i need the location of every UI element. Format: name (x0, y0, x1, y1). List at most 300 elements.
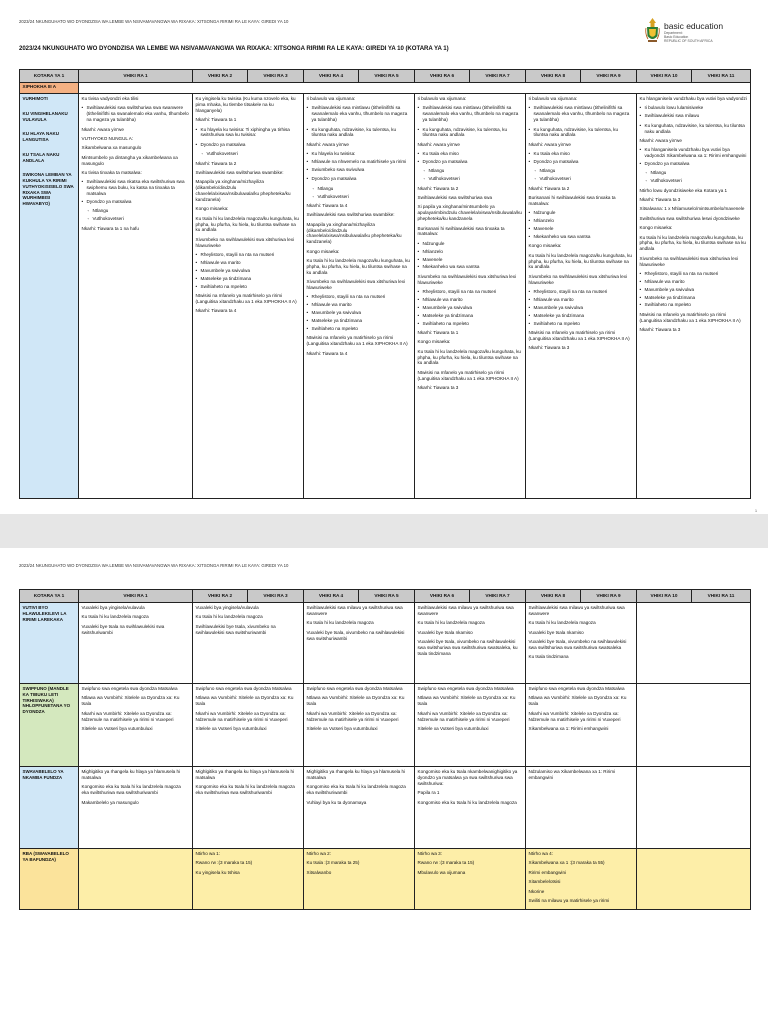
bullet-list (196, 127, 301, 139)
row-header: VUTIVI BYO HLAWULEKILEVI LA RIRIMI LAREKAKA (20, 603, 79, 684)
week-cell (637, 849, 751, 910)
cell-paragraph: Xitsalwana: 1 x Nhlamuselo/mintsumbelo/mavenele (639, 206, 745, 212)
cell-paragraph: Mapapila ya xinghana/mizhayiliza (dikambelo/dindzulu chavelela/xiswa/nsibuluwala/ku phepheteka/ku kandzanela) (195, 179, 291, 202)
bullet-list (646, 170, 748, 184)
bullet-list (88, 208, 190, 222)
cell-paragraph: Mbulavulo wa xijumana (417, 869, 466, 875)
week-cell (79, 684, 193, 767)
cell-paragraph: Ku tsala hi ku landzelela magoza/ku kunguhata, ku phpha, ku pfurha, ku hiela, ku tiluntsa swihase na ku andlala (417, 348, 521, 366)
running-header: 2023/24 NKUNGUHATO WO DYONDZISA WA LEMBE WA NSIVAMAVANGWA WA RIXAKA: XITSONGA RIRIMI RA LE KAYA: GIREDI YA 10 (19, 19, 289, 24)
bullet-list (529, 151, 634, 165)
week-cell (193, 603, 304, 684)
table-header-row (20, 590, 751, 603)
week-cell (193, 849, 304, 910)
cell-paragraph: Ku tsala hi ku landzelela magoza/ku kunguhata, ku phpha, ku pfurha, ku hiela, ku tiluntsa swihase na ku andlala (195, 215, 299, 233)
bullet-list (82, 179, 190, 205)
list-item: • Ku kunguhata, ndzavisise, ku tulentsa, ku tiluntsa naku andlala (307, 127, 412, 139)
cell-paragraph: Ku tsala hi ku landzelela magoza/ku kunguhata, ku phpha, ku pfurha, ku hiela, ku tiluntsa swihase na ku andlala (639, 234, 746, 252)
cell-paragraph: Swiltshuriwa swa swiltshuriwa leswi dyondziweke (639, 215, 740, 221)
list-item: ◦ Ntlangu (313, 186, 412, 192)
cell-paragraph: Swipfuno swa engetela swa dyondza Matsalwa (81, 686, 178, 691)
logo-subtitle (664, 32, 713, 44)
week-cell (637, 94, 751, 499)
bullet-list (307, 127, 412, 139)
week-cell (304, 603, 415, 684)
bullet-list (640, 105, 748, 119)
cell-paragraph: Swihlawulekisi swa milawu ya swiltshuriwa swa swanwere (528, 605, 625, 616)
week-cell (304, 849, 415, 910)
cell-paragraph: Vuxaleki bye tsala, xivumbeko na swihlawulekisi swa swiltshuriwa swa switshuriwa swatsaleka (528, 639, 627, 650)
cell-paragraph: Xivumbeko na swihlawulekisi swa xitshuriwa lexi hlawuriweke (195, 236, 295, 248)
list-item: ◦ Vutlhokovetseri (202, 151, 301, 157)
cell-paragraph: Nkarhi: Tiawara ta 1 (417, 329, 459, 335)
list-item: • Rheylistoro, stayili na nta na mutseri (196, 252, 301, 258)
list-item: • Nkekanheko wa swa vantsa (529, 234, 634, 240)
cell-paragraph: Ntwisisi na mfanelo ya matirhiselo ya ririmi (Languitisa xitandzhaku xa 1 eka XIPHOKHA II A) (417, 369, 519, 381)
cell-paragraph: Nkarhi wa Vumbirhi: Xitelele xa Dyondza xa: Ndzemule na matirhisele ya ririmi ni Vuxeperi (195, 710, 288, 722)
cell-paragraph: Swipfuno swa engetela swa dyondza Matsalwa (417, 686, 514, 691)
cell-paragraph: Ku tsala :(3 maraka ta 25) (306, 860, 360, 866)
cell-paragraph: Burisanani hi swihlawulekisi swa tinxaka ta matsalwa: (417, 225, 505, 237)
column-header: VHIKI RA 6 (415, 70, 470, 83)
week-cell (637, 603, 751, 684)
week-cell (415, 94, 526, 499)
list-item: • Rheylistoro, stayili na nta na mutseri (307, 294, 412, 300)
cell-paragraph: Nkarhi: Tiawara ta 1 (195, 117, 237, 123)
cell-paragraph: Ku tsala hi ku landzelela magoza (417, 620, 485, 626)
cell-paragraph: Nkarhi: Tiawara ta 1 na hafu (81, 225, 139, 231)
column-header: VHIKI RA 7 (470, 70, 526, 83)
cell-paragraph: Xi papila ya xinghana/mintsumbelo ya apulayarimbindzulu chavelela/xiswa/nsibuluwala/ku phepheteka/ku kandzanela (417, 204, 522, 222)
bullet-list (307, 105, 412, 123)
cell-paragraph: Kongo misaeka: (639, 225, 673, 231)
cell-paragraph: Swihlawulekisi swa swiltshuriwa swa (417, 195, 493, 200)
cell-paragraph: Nkarhi: Tiawara ta 2 (528, 185, 570, 191)
list-item: • Ndzungule (529, 210, 634, 216)
table-row (20, 849, 751, 910)
list-item: • Mavenele (418, 257, 523, 263)
cell-paragraph: Rwano rw :(3 maraka ta 15) (195, 860, 253, 866)
list-item: • Ku hlanganisela vundzhaku bya vutivi bya vadyondzi Xikambelwana xa 1: Ririmi emhangwini (640, 147, 748, 159)
bullet-list (418, 241, 523, 271)
list-item: • Swihlawulekisi swa mintlawu (tithelinifithi sa swanalemalo eka vanhu, tlhumbelo na mageza ya tulanbha) (529, 105, 634, 123)
list-item: • Matseleke ya tindzimana (307, 318, 412, 324)
cell-paragraph: Xitambelelotsisi (528, 879, 561, 885)
column-header: VHIKI RA 5 (359, 590, 415, 603)
cell-paragraph: Nkarhi: Awara yin'we (306, 141, 349, 147)
logo-title: basic education (664, 21, 724, 31)
list-item: • Nhlawule wa marito (529, 297, 634, 303)
cell-paragraph: Nkarhi: Tiawara ta 4 (306, 350, 348, 356)
cell-paragraph: Ku tivisa vadyondzi eka tilisi (81, 96, 139, 101)
bullet-list (529, 289, 634, 326)
list-item: ◦ Vutlhokovetseri (646, 178, 748, 184)
column-header: VHIKI RA 4 (304, 590, 359, 603)
week-cell (193, 94, 304, 499)
week-cell (79, 603, 193, 684)
cell-paragraph: Xitelele xa Vutseri bya vutumbuluxi (195, 725, 267, 731)
week-cell (637, 767, 751, 849)
cell-paragraph: Nkorine (528, 888, 545, 894)
week-cell (415, 767, 526, 849)
section-row (20, 83, 751, 94)
list-item: ◦ Ntlangu (646, 170, 748, 176)
cell-paragraph: Kongomiso eka ku tsala hi ku landzelela magoza eka swiltshuriwambi (306, 784, 406, 796)
list-item: • Swihlaheto na mpeleto (529, 321, 634, 327)
list-item: • Matseleke ya tindzimana (196, 276, 301, 282)
table-body (20, 603, 751, 910)
list-item: • Dyondzo ya matsalwa (196, 142, 301, 148)
cell-paragraph: Xikambelwana xa 1: Ririmi emhangwini (528, 725, 609, 731)
list-item: • Nhlanzelo (418, 249, 523, 255)
column-header: VHIKI RA 9 (581, 70, 637, 83)
cell-paragraph: Ku yingisela ku twisisa (Ku kuma nzovelo eka, ku pima mhaka, ku tlembe titsakele na ku hlanganyela) (195, 96, 296, 113)
column-header: VHIKI RA 1 (79, 70, 193, 83)
column-header: KOTARA YA 1 (20, 70, 79, 83)
week-cell (526, 94, 637, 499)
bullet-list (196, 252, 301, 289)
cell-paragraph: Swihlawulekisi swa milawu ya swiltshuriwa swa swanwere (417, 605, 514, 616)
cell-paragraph: Swihlawulekisi swa swiltshuriwa swambike: (306, 212, 395, 218)
cell-paragraph: Nkarhi: Awara yin'we (81, 126, 124, 132)
bullet-list (640, 123, 748, 135)
cell-paragraph: VUTHYOKO NUNGUL A: (81, 135, 134, 141)
cell-paragraph: Ntwisisi na mfanelo ya matirhiselo ya ririmi (Languitisa xitandzhaku xa 1 eka XIPHOKHA II A) (639, 311, 741, 323)
column-header: KOTARA YA 1 (20, 590, 79, 603)
list-item: • Dyondzo ya matsalwa (82, 199, 190, 205)
cell-paragraph: Nkarhi: Tiawara ta 3 (639, 327, 681, 332)
list-item: • Ii bulavulo lowu lulamisiweke (640, 105, 748, 111)
cell-paragraph: Nkarhi: Tiawara ta 2 (417, 185, 459, 191)
list-item: • Ku kunguhata, ndzavisise, ku tulentsa, ku tiluntsa naku andlala (418, 127, 523, 139)
cell-paragraph: Nkarhi wa Vumbirhi: Xitelele xa Dyondza xa: Ndzemule na matirhisele ya ririmi ni Vuxeperi (306, 710, 399, 722)
list-item: • Swihlawulekisi swa milawu (640, 113, 748, 119)
cell-paragraph: Ku tivisa tinxaka ta matsalwa: (81, 169, 142, 175)
cell-paragraph: Nkarhi: Tiawara ta 4 (195, 308, 237, 314)
list-item: ◦ Vutlhokovetseri (424, 176, 523, 182)
page-number: 1 (755, 509, 757, 513)
list-item: • Ku kunguhata, ndzavisise, ku tulentsa, ku tiluntsa naku andlala (640, 123, 748, 135)
cell-paragraph: Swihlawulekisi swa milawu ya swiltshuriwa swa swanwere (306, 605, 403, 616)
column-header: VHIKI RA 4 (304, 70, 359, 83)
column-header: VHIKI RA 11 (692, 590, 751, 603)
cell-paragraph: Kongo misaeka: (528, 243, 562, 249)
list-item: • Ku hlayela ku twisisa: (307, 151, 412, 157)
list-item: • Mavumbele ya swivulwa (196, 268, 301, 274)
cell-paragraph: Ntlawa wa Vumbirhi: Xitelele xa Dyondza xa: Ku tsala (528, 695, 627, 707)
bullet-list (418, 127, 523, 139)
row-label: SWIKONA LEMBAN YA KUKHULA YA RIRIMI VUTHYOKISISELO SWA RIXAKA SWA WURHIMBISI HWAVABYO) (22, 172, 74, 206)
cell-paragraph: Xitelele xa Vutseri bya vutumbuluxi (417, 725, 489, 731)
dbe-logo (645, 15, 755, 53)
cell-paragraph: Ii bulavulo wa xijumana: (417, 96, 467, 101)
list-item: • Nhlawule na nhwemelo na matirhisele ya ririmi (307, 159, 412, 165)
week-cell (79, 849, 193, 910)
list-item: ◦ Vutlhokovetseri (313, 194, 412, 200)
document-page-2 (0, 548, 768, 1024)
list-item: • Rheylistoro, stayili na nta na mutseri (418, 289, 523, 295)
cell-paragraph: Ntlawa wa Vumbirhi: Xitelele xa Dyondza xa: Ku tsala (81, 695, 180, 707)
cell-paragraph: Kongomiso eka ku tsala hi ku landzelela magoza eka swiltshuriwa swa swiltshuriwambi (81, 784, 181, 796)
cell-paragraph: Xitsalwanbo (306, 869, 332, 875)
row-label: VURHIMOTI (22, 96, 48, 101)
cell-paragraph: Kongomiso eka ku tsala hi ku landzelela magoza eka swiltshuriwa swa swiltshuriwambi (195, 784, 295, 796)
cell-paragraph: Xivumbeko na swihlawulekisi swa xitshuriwa lexi hlawuriweke (306, 279, 406, 290)
week-cell (526, 684, 637, 767)
cell-paragraph: Ku tsala hi ku landzelela magoza (81, 614, 149, 620)
table-row (20, 94, 751, 499)
cell-paragraph: Xivumbeko na swihlawulekisi swa xitshuriwa lexi hlawuriweke (528, 273, 628, 285)
table-row (20, 603, 751, 684)
list-item: • Ku tsala eka miso (418, 151, 523, 157)
cell-paragraph: Ntirho wa 1: (195, 851, 221, 856)
list-item: • Swihlawulekisi swa mintlawu (tithelinifithi sa swanalemalo eka vanhu, tlhumbelo na mageza ya tulanbha) (307, 105, 412, 123)
cell-paragraph: Kongo misaeka: (306, 248, 340, 254)
cell-paragraph: Ntirho lowu dyondzisiweke eka Kotara ya 1 (639, 187, 728, 193)
week-cell (193, 684, 304, 767)
section-label: XIPHOKHA III A (20, 83, 79, 94)
cell-paragraph: Makambelelo ya masungulo (81, 799, 139, 805)
week-cell (79, 767, 193, 849)
list-item: • Nkekanheko wa swa vantsa (418, 264, 523, 270)
coat-of-arms-icon (645, 17, 660, 45)
list-item: • Nhlawule wa marito (640, 279, 748, 285)
column-header: VHIKI RA 6 (415, 590, 470, 603)
list-item: ◦ Vutlhokovetseri (535, 176, 634, 182)
list-item: • Mavumbele ya swivulwa (418, 305, 523, 311)
cell-paragraph: Vuxaleki bya yingisela/vulavula (195, 605, 259, 610)
row-header: RBA (SWAVABELELO YA BAFUNDZA) (20, 849, 79, 910)
bullet-list (307, 294, 412, 331)
row-header: SWIPFUNO (MANDLE KA TIBUKU LETI TIRHISIWAKA) NHLOPFUNETANA YO DYONDZA (20, 684, 79, 767)
list-item: • Matseleke ya tindzimana (640, 295, 748, 301)
cell-paragraph: Swipfuno swa engetela swa dyondza Matsalwa (306, 686, 403, 691)
cell-paragraph: Nkarhi: Awara yin'we (528, 141, 571, 147)
bullet-list (418, 289, 523, 326)
cell-paragraph: Ndzulamiso wa Xikambelwana xa 1: Ririmi embangwini (528, 769, 616, 780)
cell-paragraph: Xitelele xa Vutseri bya vutumbuluxi (81, 725, 153, 731)
cell-paragraph: Kongo misaeka: (417, 339, 451, 345)
bullet-list (424, 168, 523, 182)
cell-paragraph: Ntlawa wa Vumbirhi: Xitelele xa Dyondza xa: Ku tsala (195, 695, 294, 707)
cell-paragraph: Ku tsala hi ku landzelela magoza (306, 620, 374, 626)
cell-paragraph: Ku tsala hi ku landzelela magoza/ku kunguhata, ku phpha, ku pfurha, ku hiela, ku tiluntsa swihase na ku andlala (306, 258, 410, 275)
cell-paragraph: Nkarhi: Tiawara ta 2 (195, 160, 237, 166)
cell-paragraph: Nkarhi: Tiawara ta 3 (528, 345, 570, 351)
cell-paragraph: Ku tsala hi ku landzelela magoza (528, 620, 596, 626)
list-item: • Ku kunguhata, ndzavisise, ku tulentsa, ku tiluntsa naku andlala (529, 127, 634, 139)
cell-paragraph: Ntlawa wa Vumbirhi: Xitelele xa Dyondza xa: Ku tsala (306, 695, 405, 707)
bullet-list (202, 151, 301, 157)
cell-paragraph: Ntwisisi na mfanelo ya matirhiselo ya ririmi (Languitisa xitandzhaku xa 1 eka XIPHOKHA II A) (306, 335, 408, 347)
bullet-list (640, 147, 748, 167)
cell-paragraph: Swipfuno swa engetela swa dyondza Matsalwa (195, 686, 292, 691)
logo-sub-line: Basic Education (664, 34, 689, 39)
list-item: ◦ Ntlangu (535, 168, 634, 174)
column-header: VHIKI RA 11 (692, 70, 751, 83)
column-header: VHIKI RA 10 (637, 70, 692, 83)
cell-paragraph: Xitelele xa Vutseri bya vutumbuluxi (306, 725, 378, 731)
week-cell (415, 603, 526, 684)
week-cell (526, 767, 637, 849)
row-label: KU HLAYA NAKU LANGUTISA (22, 131, 60, 142)
logo-sub-line: REPUBLIC OF SOUTH AFRICA (664, 38, 713, 43)
cell-paragraph: Vuxaleki bya yingisela/vulavula (81, 605, 145, 610)
week-cell (304, 94, 415, 499)
list-item: • Ku tsala eka miso (529, 151, 634, 157)
week-cell (79, 94, 193, 499)
bullet-list (82, 105, 190, 123)
list-item: • Mavumbele ya swivulwa (307, 310, 412, 316)
cell-paragraph: Xivumbeko na swihlawulekisi swa xitshuriwa lexi hlawuriweke (417, 273, 517, 285)
section-spacer (79, 83, 751, 94)
week-cell (415, 684, 526, 767)
week-cell (637, 684, 751, 767)
cell-paragraph: Ku tsala tindzimana (528, 654, 569, 660)
cell-paragraph: Mighlgitiko ya rhangela ku hlaya ya hlamusela hi matsalwa (306, 769, 406, 780)
cell-paragraph: Ntirho wa 4: (528, 851, 554, 856)
cell-paragraph: Ntirho wa 2: (306, 851, 332, 856)
cell-paragraph: Rwano rw :(3 maraka ta 15) (417, 860, 475, 866)
list-item: • Nhlawule wa marito (196, 260, 301, 266)
week-cell (304, 684, 415, 767)
cell-paragraph: Mighlgitiko ya rhangela ku hlaya ya hlamusela hi matsalwa (195, 769, 295, 780)
cell-paragraph: Swipfuno swa engetela swa dyondza Matsalwa (528, 686, 625, 691)
list-item: • Dyondzo ya matsalwa (418, 159, 523, 165)
bullet-list (196, 142, 301, 148)
column-header: VHIKI RA 3 (248, 590, 304, 603)
column-header: VHIKI RA 2 (193, 590, 248, 603)
week-cell (415, 849, 526, 910)
document-title: 2023/24 NKUNGUHATO WO DYONDZISA WA LEMBE WA NSIVAMAVANGWA WA RIXAKA: XITSONGA RIRIMI RA LE KAYA: GIREDI YA 10 (KOTARA YA 1) (19, 45, 449, 52)
running-header: 2023/24 NKUNGUHATO WO DYONDZISA WA LEMBE WA NSIVAMAVANGWA WA RIXAKA: XITSONGA RIRIMI RA LE KAYA: GIREDI YA 10 (19, 563, 289, 568)
cell-paragraph: Xikambelwana xa 1 :(3 maraka ta 55) (528, 860, 605, 866)
logo-sub-line: Department: (664, 31, 683, 35)
bullet-list (313, 186, 412, 200)
list-item: • Matseleke ya tindzimana (418, 313, 523, 319)
row-header (20, 94, 79, 499)
cell-paragraph: Vuxaleki bye tsala nkamiso (417, 629, 473, 635)
cell-paragraph: Swiliti na milawu ya matirhisele ya ririmi (528, 897, 610, 903)
column-header: VHIKI RA 8 (526, 70, 581, 83)
bullet-list (529, 210, 634, 240)
column-header: VHIKI RA 10 (637, 590, 692, 603)
cell-paragraph: Mintsumbelo ya dintangha ya xikambelwana xa masungulo (81, 154, 178, 166)
list-item: • Swihlaheto na mpeleto (196, 284, 301, 290)
cell-paragraph: Nkarhi: Awara yin'we (639, 137, 682, 143)
cell-paragraph: Xivumbeko na swihlawulekisi swa xitshuriwa lexi hlawuriweke (639, 255, 739, 267)
bullet-list (529, 127, 634, 139)
list-item: • Mavenele (529, 226, 634, 232)
column-header: VHIKI RA 8 (526, 590, 581, 603)
cell-paragraph: Papila ra 1 (417, 790, 440, 796)
column-header: VHIKI RA 2 (193, 70, 248, 83)
list-item: • Nhlawule wa marito (307, 302, 412, 308)
bullet-list (529, 105, 634, 123)
table-row (20, 767, 751, 849)
week-cell (526, 603, 637, 684)
cell-paragraph: Ririmi embangwini (528, 869, 567, 875)
bullet-list (307, 151, 412, 173)
cell-paragraph: Ii bulavulo wa xijumana: (528, 96, 578, 101)
cell-paragraph: Swihlawulekisi swa swiltshuriwa swambike: (195, 169, 284, 175)
cell-paragraph: Vuxaleki bye tsala na swihlawulekisi swa switshuriwambi (81, 623, 165, 635)
term-plan-table-2 (19, 589, 751, 910)
cell-paragraph: Ii bulavulo wa xijumana: (306, 96, 356, 101)
row-label: KU VINGIHELANAKU VULAVULA (22, 110, 68, 122)
column-header: VHIKI RA 1 (79, 590, 193, 603)
week-cell (193, 767, 304, 849)
cell-paragraph: Swihlawulekisi bye tsala, xivumbeko na swihlawulekisi swa switshuriwambi (195, 623, 276, 635)
cell-paragraph: Nkarhi wa Vumbirhi: Xitelele xa Dyondza xa: Ndzemule na matirhisele ya ririmi ni Vuxeperi (528, 710, 621, 722)
cell-paragraph: Nkarhi: Awara yin'we (417, 141, 460, 147)
week-cell (526, 849, 637, 910)
cell-paragraph: Ntwisisi na mfanelo ya matirhiselo ya ririmi (Languitisa xitandzhaku xa 1 eka XIPHOKHA II A) (528, 329, 630, 341)
cell-paragraph: Ntirho wa 3: (417, 851, 443, 856)
cell-paragraph: Ku tsala hi ku landzelela magoza (195, 614, 263, 620)
table-header-row (20, 70, 751, 83)
list-item: • Matseleke ya tindzimana (529, 313, 634, 319)
bullet-list (307, 176, 412, 182)
cell-paragraph: Ntwisisi na mfanelo ya matirhiselo ya ririmi (Languitisa xitandzhaku xa 1 eka XIPHOKHA II A) (195, 292, 297, 304)
cell-paragraph: Kongomiso eka ku tsala nkambelwanighigitiko ya dyondzo ya matsalwa ya swa swiltshuriwa swa swiltshuriwa: (417, 769, 518, 786)
table-row (20, 684, 751, 767)
list-item: • Mavumbele ya swivulwa (529, 305, 634, 311)
week-cell (304, 767, 415, 849)
bullet-list (535, 168, 634, 182)
cell-paragraph: Vuhlayi bya ku ta dyonamaya (306, 799, 367, 805)
cell-paragraph: Ku tsala hi ku landzelela magoza/ku kunguhata, ku phpha, ku pfurha, ku hiela, ku tiluntsa swihase na ku andlala (528, 252, 632, 270)
list-item: • Ndzungule (418, 241, 523, 247)
cell-paragraph: Nkarhi wa Vumbirhi: Xitelele xa Dyondza xa: Ndzemule na matirhisele ya ririmi ni Vuxeperi (417, 710, 510, 722)
list-item: ◦ Ntlangu (424, 168, 523, 174)
bullet-list (418, 151, 523, 165)
list-item: • Swihlawulekisi swa swiltshuriwa swa swanwere (tithelinifithi sa swanalemalo eka vanhu, tlhumbelo na mageza ya tulanbha) (82, 105, 190, 123)
list-item: • Nhlanzelo (529, 218, 634, 224)
cell-paragraph: Xikambelwana xa masungulo (81, 145, 142, 151)
cell-paragraph: Ku hlanganisela vundzhaku bya vutivi bya vadyondzi (639, 96, 747, 101)
cell-paragraph: Nkarhi: Tiawara ta 3 (639, 197, 681, 202)
cell-paragraph: Burisanani hi swihlawulekisi swa tinxaka ta matsalwa: (528, 195, 616, 206)
cell-paragraph: Mapapila ya xinghana/mizhayiliza (dikambelo/dindzulu chavelela/xiswa/nsibuluwala/ku phepheteka/ku kandzanela) (306, 221, 402, 245)
cell-paragraph: Vuxaleki bye tsala, xivumbeko na swihlawulekisi swa switshuriwambi (306, 629, 405, 641)
list-item: • Rheylistoro, stayili na nta na mutseri (529, 289, 634, 295)
cell-paragraph: Vuxaleki bye tsala nkamiso (528, 629, 584, 635)
row-label: KU TSALA NAKU ANDLALA (22, 151, 60, 163)
list-item: • Swihlaheto na mpeleto (418, 321, 523, 327)
list-item: • Dyondzo ya matsalwa (529, 159, 634, 165)
bullet-list (640, 271, 748, 308)
list-item: • Mavumbele ya swivulwa (640, 287, 748, 293)
list-item: • Nhlawule wa marito (418, 297, 523, 303)
bullet-list (418, 105, 523, 123)
column-header: VHIKI RA 5 (359, 70, 415, 83)
cell-paragraph: Ntlawa wa Vumbirhi: Xitelele xa Dyondza xa: Ku tsala (417, 695, 516, 707)
list-item: • Rheylistoro, stayili na nta na mutseri (640, 271, 748, 277)
list-item: • Swiumbeko swa swivulwa (307, 167, 412, 173)
cell-paragraph: Nkarhi wa Vumbirhi: Xitelele xa Dyondza xa: Ndzemule na matirhisele ya ririmi ni Vuxeperi (81, 710, 174, 722)
list-item: • Dyondzo ya matsalwa (307, 176, 412, 182)
list-item: • Swihlaheto na mpeleto (640, 302, 748, 308)
list-item: • Swihlawulekisi swa mintlawu (tithelinifithi sa swanalemalo eka vanhu, tlhumbelo na mageza ya tulanbha) (418, 105, 523, 123)
column-header: VHIKI RA 3 (248, 70, 304, 83)
cell-paragraph: Ku yingisela ku tshisa (195, 869, 240, 875)
cell-paragraph: Kongomiso eka ku tsala hi ku landzelela magoza (417, 799, 517, 805)
column-header: VHIKI RA 7 (470, 590, 526, 603)
cell-paragraph: Mighlgitiko ya rhangela ku hlaya ya hlamusela hi matsalwa (81, 769, 181, 780)
list-item: ◦ Vutlhokovetseri (88, 216, 190, 222)
list-item: • Swihlaheto na mpeleto (307, 326, 412, 332)
